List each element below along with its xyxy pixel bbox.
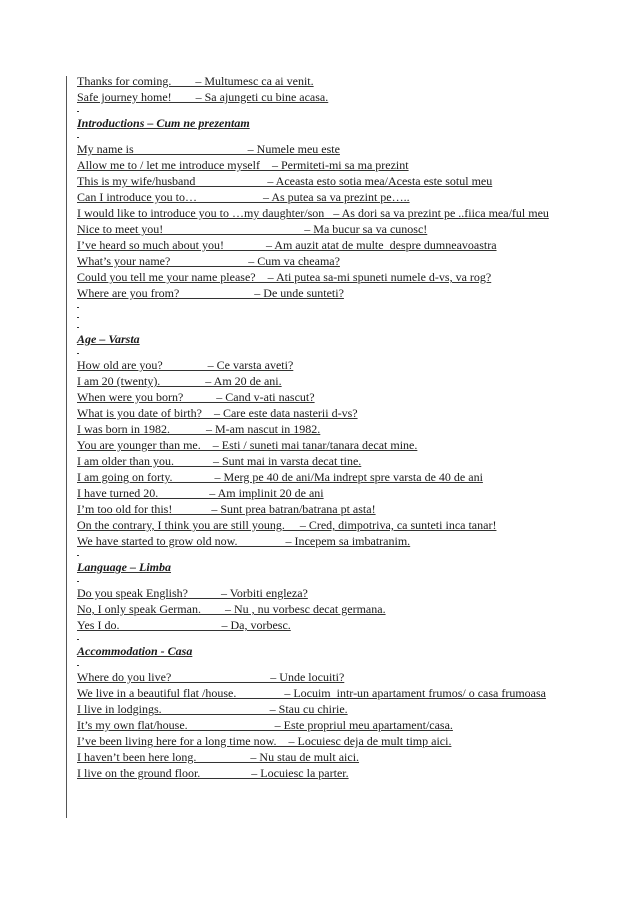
text-line: I’ve been living here for a long time now. – Locuiesc deja de mult timp aici.	[77, 734, 452, 748]
section-heading-accommodation: Accommodation - Casa	[77, 644, 193, 658]
empty-paragraph	[77, 311, 567, 321]
text-line: What is you date of birth? – Care este data nasterii d-vs?	[77, 406, 358, 420]
text-line: We live in a beautiful flat /house. – Locuim intr-un apartament frumos/ o casa frumoasa	[77, 686, 546, 700]
text-line: Could you tell me your name please? – Ati putea sa-mi spuneti numele d-vs, va rog?	[77, 270, 492, 284]
text-line: My name is – Numele meu este	[77, 142, 340, 156]
text-line: Yes I do. – Da, vorbesc.	[77, 618, 291, 632]
empty-paragraph	[77, 575, 567, 585]
empty-paragraph	[77, 549, 567, 559]
text-line: I live in lodgings. – Stau cu chirie.	[77, 702, 348, 716]
text-line: I haven’t been here long. – Nu stau de mult aici.	[77, 750, 360, 764]
text-line: Where are you from? – De unde sunteti?	[77, 286, 344, 300]
text-line: Can I introduce you to… – As putea sa va prezint pe…..	[77, 190, 410, 204]
text-line: I live on the ground floor. – Locuiesc la parter.	[77, 766, 349, 780]
margin-rule	[66, 76, 67, 818]
text-line: I am 20 (twenty). – Am 20 de ani.	[77, 374, 282, 388]
text-line: We have started to grow old now. – Incepem sa imbatranim.	[77, 534, 411, 548]
section-heading-language: Language – Limba	[77, 560, 172, 574]
text-line: I am going on forty. – Merg pe 40 de ani/Ma indrept spre varsta de 40 de ani	[77, 470, 483, 484]
empty-paragraph	[77, 659, 567, 669]
text-line: I was born in 1982. – M-am nascut in 1982.	[77, 422, 321, 436]
text-line: On the contrary, I think you are still young. – Cred, dimpotriva, ca sunteti inca tanar!	[77, 518, 497, 532]
text-line: You are younger than me. – Esti / suneti mai tanar/tanara decat mine.	[77, 438, 418, 452]
text-line: No, I only speak German. – Nu , nu vorbesc decat germana.	[77, 602, 386, 616]
empty-paragraph	[77, 301, 567, 311]
section-heading-age: Age – Varsta	[77, 332, 140, 346]
text-line: Nice to meet you! – Ma bucur sa va cunosc!	[77, 222, 428, 236]
document-content	[77, 73, 567, 781]
empty-paragraph	[77, 321, 567, 331]
empty-paragraph	[77, 105, 567, 115]
text-line: I would like to introduce you to …my daughter/son – As dori sa va prezint pe ..fiica mea/ful meu	[77, 206, 549, 220]
text-line: Allow me to / let me introduce myself – Permiteti-mi sa ma prezint	[77, 158, 409, 172]
empty-paragraph	[77, 131, 567, 141]
text-line: Safe journey home! – Sa ajungeti cu bine acasa.	[77, 90, 329, 104]
text-line: This is my wife/husband – Aceasta esto sotia mea/Acesta este sotul meu	[77, 174, 493, 188]
empty-paragraph	[77, 633, 567, 643]
text-line: What’s your name? – Cum va cheama?	[77, 254, 340, 268]
text-line: How old are you? – Ce varsta aveti?	[77, 358, 294, 372]
section-heading-introductions: Introductions – Cum ne prezentam	[77, 116, 250, 130]
text-line: When were you born? – Cand v-ati nascut?	[77, 390, 315, 404]
text-line: I’ve heard so much about you! – Am auzit atat de multe despre dumneavoastra	[77, 238, 497, 252]
text-line: Do you speak English? – Vorbiti engleza?	[77, 586, 308, 600]
empty-paragraph	[77, 347, 567, 357]
text-line: It’s my own flat/house. – Este propriul meu apartament/casa.	[77, 718, 453, 732]
text-line: Thanks for coming. – Multumesc ca ai venit.	[77, 74, 314, 88]
text-line: I have turned 20. – Am implinit 20 de ani	[77, 486, 324, 500]
text-line: I’m too old for this! – Sunt prea batran/batrana pt asta!	[77, 502, 376, 516]
text-line: I am older than you. – Sunt mai in varsta decat tine.	[77, 454, 362, 468]
text-line: Where do you live? – Unde locuiti?	[77, 670, 345, 684]
